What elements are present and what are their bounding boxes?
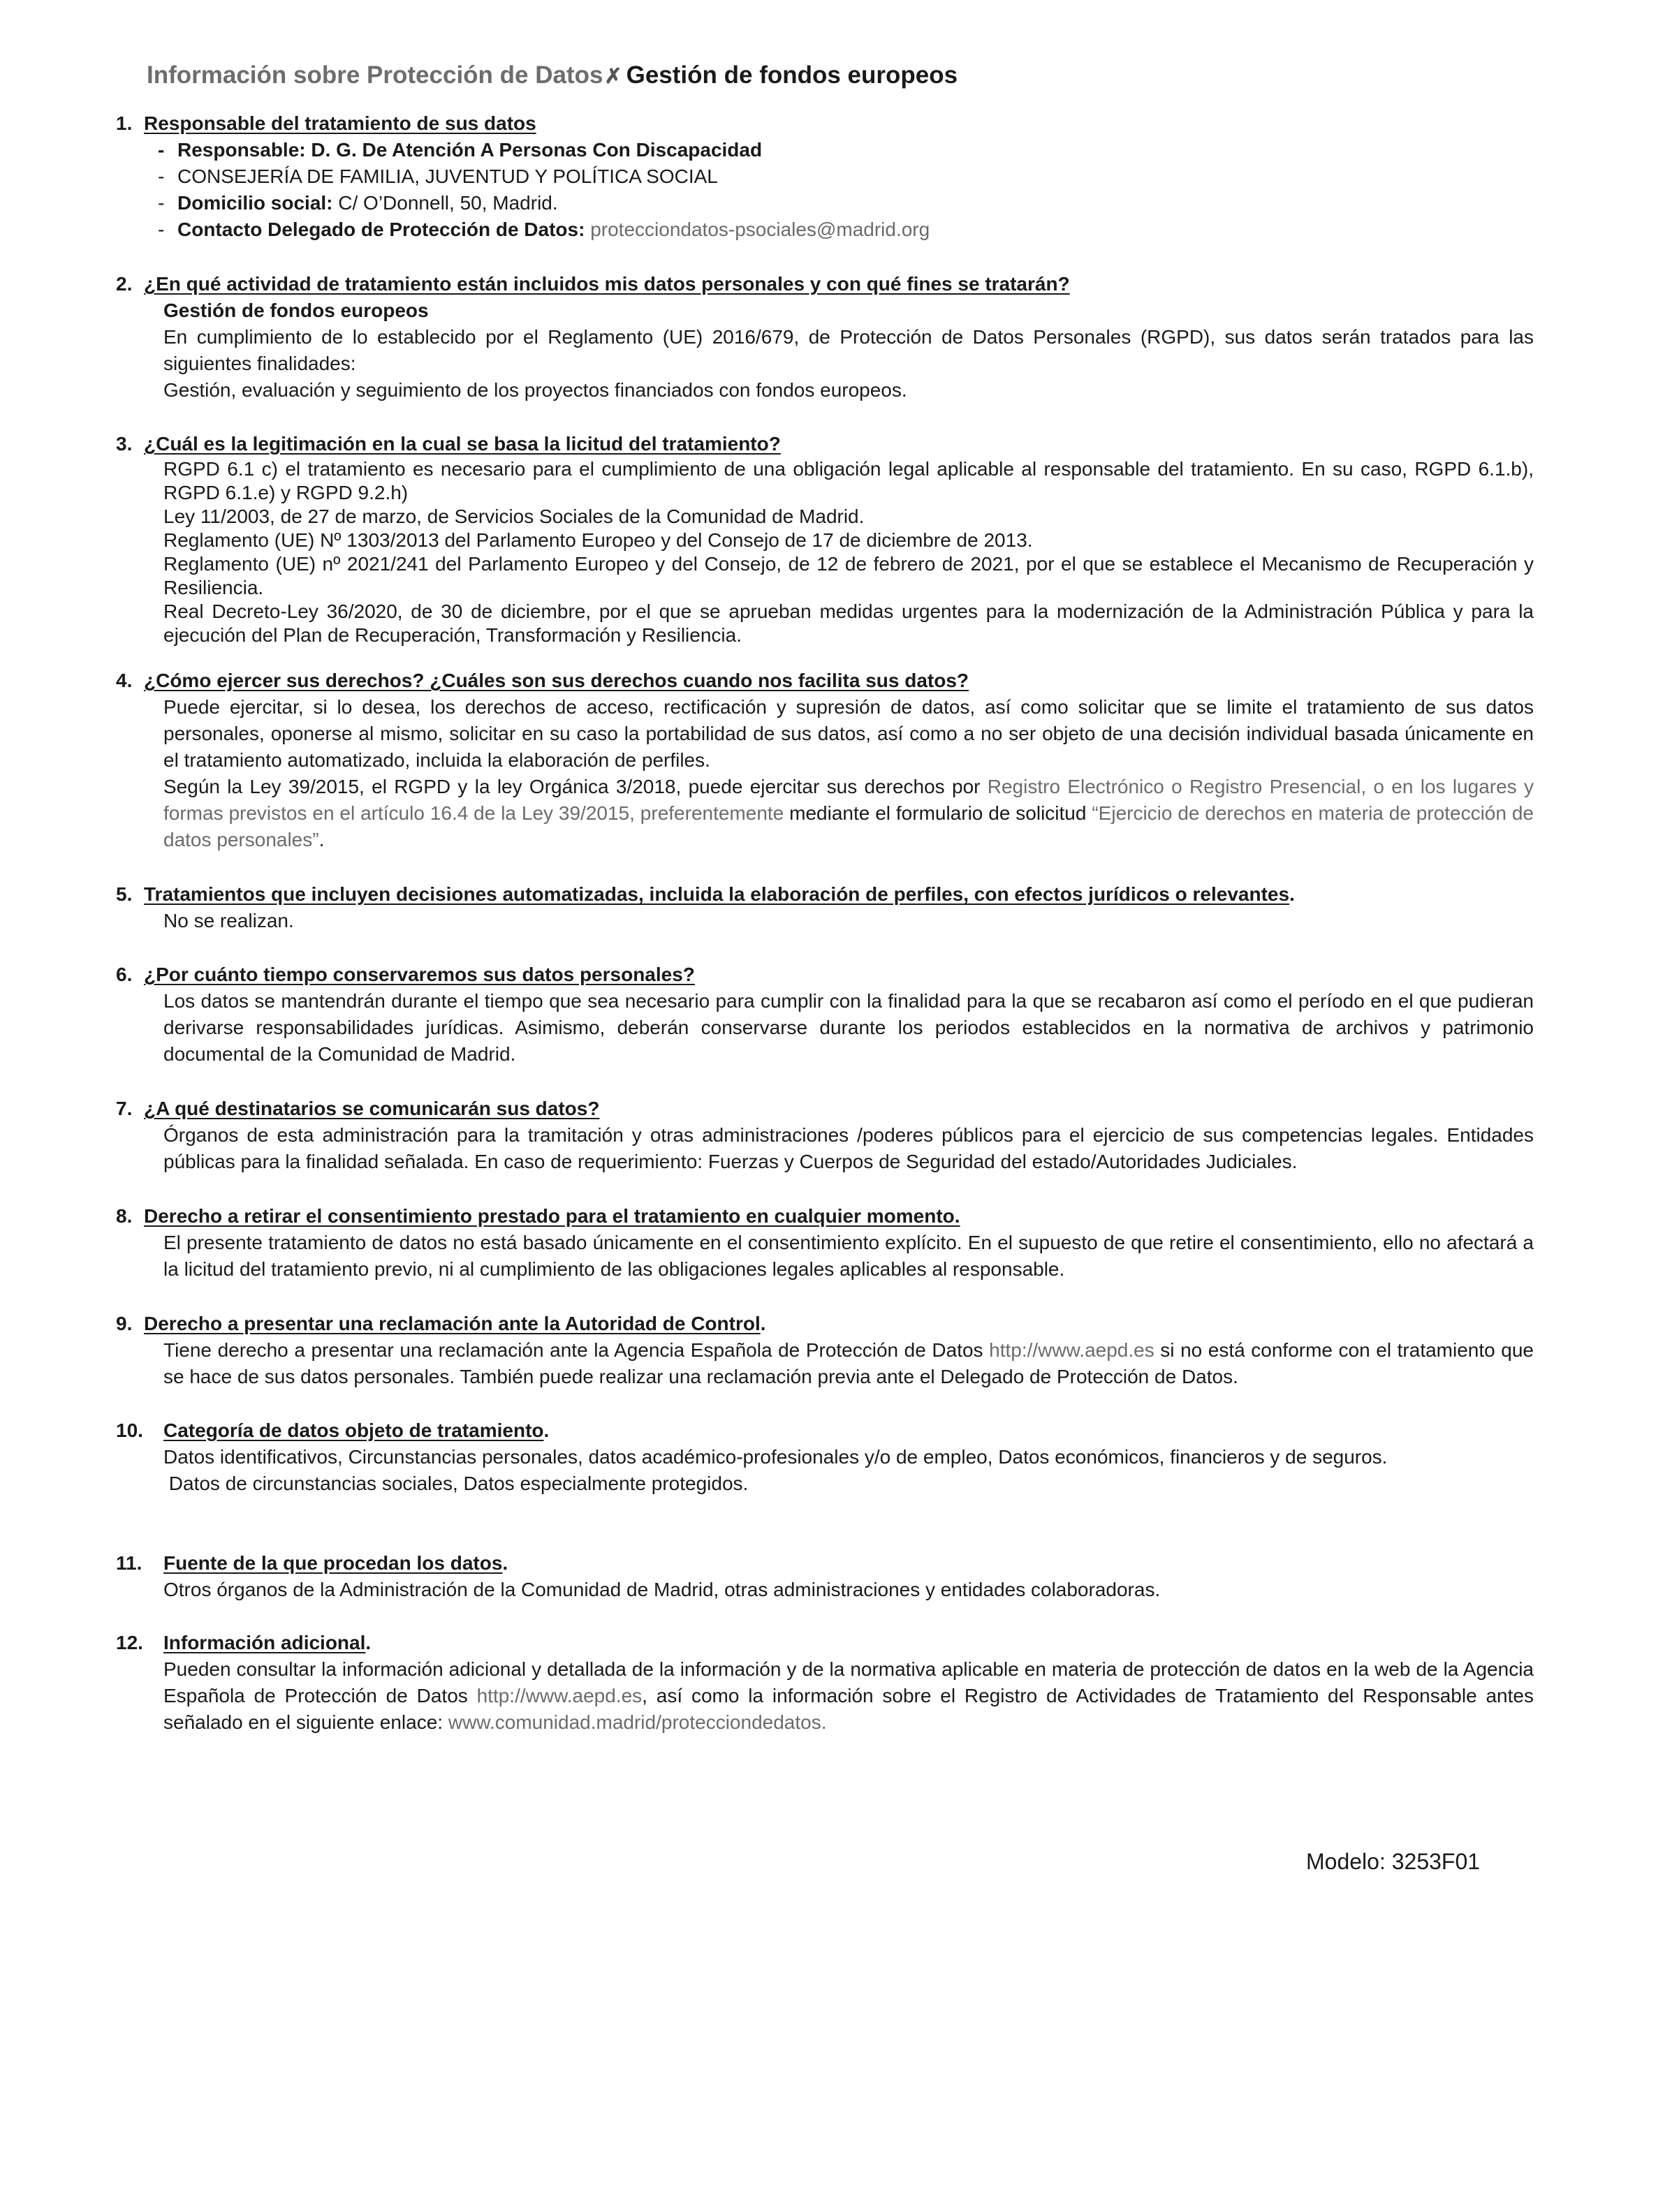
section-6-heading <box>116 961 1534 988</box>
paragraph <box>163 774 1534 853</box>
section-10-heading <box>116 1417 1534 1444</box>
section-7 <box>116 1096 1534 1175</box>
registro-text: Registro Electrónico o Registro Presencial, o en los lugares y formas previstos en el artículo 16.4 de la Ley 39/2015, preferentemente <box>163 776 1534 824</box>
text-run: mediante el formulario de solicitud <box>784 802 1092 824</box>
section-title-end: . <box>365 1632 372 1653</box>
section-body <box>163 1577 1534 1603</box>
section-4 <box>116 668 1534 853</box>
text-run: , así como la información sobre el Registro de Actividades de Tratamiento del Responsable antes señalado en el siguiente enlace: <box>163 1685 1534 1733</box>
section-title: ¿En qué actividad de tratamiento están incluidos mis datos personales y con qué fines se tratarán? <box>144 273 1070 295</box>
text-run: si no está conforme con el tratamiento que se hace de sus datos personales. También puede realizar una reclamación previa ante el Delegado de Protección de Datos. <box>163 1339 1534 1387</box>
section-11-heading <box>116 1550 1534 1577</box>
paragraph: Real Decreto-Ley 36/2020, de 30 de diciembre, por el que se aprueban medidas urgentes para la modernización de la Administración Pública y para la ejecución del Plan de Recuperación, Transformación y Resiliencia. <box>163 600 1534 646</box>
section-3 <box>116 431 1534 647</box>
section-2 <box>116 271 1534 404</box>
section-9-heading <box>116 1311 1534 1337</box>
text-run: Pueden consultar la información adicional y detallada de la información y de la normativa aplicable en materia de protección de datos en la web de la Agencia Española de Protección de Datos <box>163 1658 1534 1706</box>
list-item: - CONSEJERÍA DE FAMILIA, JUVENTUD Y POLÍTICA SOCIAL <box>177 163 1534 190</box>
paragraph: Gestión, evaluación y seguimiento de los proyectos financiados con fondos europeos. <box>163 379 907 401</box>
section-body <box>163 457 1534 647</box>
section-9 <box>116 1311 1534 1390</box>
section-12 <box>116 1630 1534 1736</box>
section-title: Tratamientos que incluyen decisiones automatizadas, incluida la elaboración de perfiles, con efectos jurídicos o relevantes <box>144 883 1290 905</box>
paragraph <box>163 1656 1534 1736</box>
section-body <box>163 694 1534 853</box>
paragraph: En cumplimiento de lo establecido por el Reglamento (UE) 2016/679, de Protección de Datos Personales (RGPD), sus datos serán tratados para las siguientes finalidades: <box>163 326 1534 374</box>
section-10 <box>116 1417 1534 1497</box>
section-7-heading <box>116 1096 1534 1122</box>
responsable-list <box>116 137 1534 243</box>
section-body <box>163 1122 1534 1175</box>
section-title: Categoría de datos objeto de tratamiento <box>163 1420 544 1441</box>
domicilio-label: Domicilio social: <box>177 192 333 214</box>
section-title: ¿Cómo ejercer sus derechos? ¿Cuáles son sus derechos cuando nos facilita sus datos? <box>144 670 969 691</box>
list-item <box>177 190 1534 216</box>
section-number: 10. <box>116 1420 143 1441</box>
aepd-link[interactable]: http://www.aepd.es <box>989 1339 1154 1361</box>
formulario-text: “Ejercicio de derechos en materia de protección de datos personales” <box>163 802 1534 850</box>
paragraph: Reglamento (UE) nº 2021/241 del Parlamento Europeo y del Consejo, de 12 de febrero de 2021, por el que se establece el Mecanismo de Recuperación y Resiliencia. <box>163 553 1534 598</box>
section-6 <box>116 961 1534 1068</box>
paragraph: Datos de circunstancias sociales, Datos especialmente protegidos. <box>163 1473 749 1494</box>
paragraph: Ley 11/2003, de 27 de marzo, de Servicios Sociales de la Comunidad de Madrid. <box>163 506 865 527</box>
section-number: 9. <box>116 1313 133 1334</box>
title-part-1: Información sobre Protección de Datos <box>147 61 603 89</box>
section-subtitle: Gestión de fondos europeos <box>163 300 429 321</box>
title-part-2: Gestión de fondos europeos <box>626 61 958 89</box>
section-number: 5. <box>116 883 133 905</box>
paragraph: Reglamento (UE) Nº 1303/2013 del Parlamento Europeo y del Consejo de 17 de diciembre de 2013. <box>163 529 1033 551</box>
section-body <box>163 1230 1534 1283</box>
section-title: ¿A qué destinatarios se comunicarán sus datos? <box>144 1098 600 1119</box>
section-body <box>163 1337 1534 1390</box>
section-title: Fuente de la que procedan los datos <box>163 1552 503 1574</box>
section-8-heading <box>116 1203 1534 1230</box>
section-title: ¿Cuál es la legitimación en la cual se basa la licitud del tratamiento? <box>144 433 781 455</box>
modelo-label: Modelo: 3253F01 <box>1306 1849 1481 1874</box>
text-run: Tiene derecho a presentar una reclamación ante la Agencia Española de Protección de Datos <box>163 1339 990 1361</box>
paragraph: El presente tratamiento de datos no está basado únicamente en el consentimiento explícito. En el supuesto de que retire el consentimiento, ello no afectará a la licitud del tratamiento previo, ni al cumplimiento de las obligaciones legales aplicables al responsable. <box>163 1232 1534 1280</box>
section-number: 1. <box>116 112 133 134</box>
paragraph: Otros órganos de la Administración de la Comunidad de Madrid, otras administraciones y entidades colaboradoras. <box>163 1579 1161 1600</box>
paragraph: RGPD 6.1 c) el tratamiento es necesario para el cumplimiento de una obligación legal aplicable al responsable del tratamiento. En su caso, RGPD 6.1.b), RGPD 6.1.e) y RGPD 9.2.h) <box>163 458 1534 503</box>
section-title: Información adicional <box>163 1632 366 1653</box>
domicilio-value: C/ O’Donnell, 50, Madrid. <box>332 192 558 214</box>
section-title-end: . <box>760 1313 766 1334</box>
section-number: 4. <box>116 670 133 691</box>
section-title-end: . <box>502 1552 508 1574</box>
page-title <box>147 61 958 89</box>
section-title: Derecho a presentar una reclamación ante la Autoridad de Control <box>144 1313 761 1334</box>
text-run: Según la Ley 39/2015, el RGPD y la ley Orgánica 3/2018, puede ejercitar sus derechos por <box>163 776 988 797</box>
title-separator-glyph: ✗ <box>604 65 622 88</box>
list-item: - Responsable: D. G. De Atención A Personas Con Discapacidad <box>177 137 1534 163</box>
section-1 <box>116 110 1534 243</box>
section-title-end: . <box>1289 883 1295 905</box>
section-number: 7. <box>116 1098 133 1119</box>
aepd-link[interactable]: http://www.aepd.es <box>476 1685 643 1706</box>
section-number: 2. <box>116 273 133 295</box>
paragraph: No se realizan. <box>163 910 294 931</box>
section-5-heading <box>116 881 1534 908</box>
section-title: Derecho a retirar el consentimiento prestado para el tratamiento en cualquier momento. <box>144 1205 960 1227</box>
section-3-heading <box>116 431 1534 457</box>
section-2-heading <box>116 271 1534 297</box>
section-body <box>163 1656 1534 1736</box>
comunidad-madrid-link[interactable]: www.comunidad.madrid/protecciondedatos. <box>448 1711 827 1733</box>
paragraph <box>163 1337 1534 1390</box>
paragraph: Puede ejercitar, si lo desea, los derechos de acceso, rectificación y supresión de datos, así como solicitar que se limite el tratamiento de sus datos personales, oponerse al mismo, solicitar en su caso la portabilidad de sus datos, así como a no ser objeto de una decisión individual basada únicamente en el tratamiento automatizado, incluida la elaboración de perfiles. <box>163 696 1534 771</box>
contacto-label: Contacto Delegado de Protección de Datos: <box>177 219 585 240</box>
section-11 <box>116 1550 1534 1603</box>
section-number: 3. <box>116 433 133 455</box>
section-body <box>163 297 1534 404</box>
section-title-end: . <box>543 1420 550 1441</box>
section-number: 6. <box>116 964 133 985</box>
section-number: 11. <box>116 1552 142 1574</box>
text-run: . <box>318 829 325 850</box>
section-body <box>163 988 1534 1068</box>
contacto-email: protecciondatos-psociales@madrid.org <box>590 219 930 240</box>
section-body <box>163 1444 1534 1497</box>
section-5 <box>116 881 1534 934</box>
section-body <box>163 908 1534 934</box>
paragraph: Los datos se mantendrán durante el tiempo que sea necesario para cumplir con la finalidad para la que se recabaron así como el período en el que pudieran derivarse responsabilidades jurídicas. Asimismo, deberán conservarse durante los periodos establecidos en la normativa de archivos y patrimonio documental de la Comunidad de Madrid. <box>163 990 1534 1065</box>
section-title: Responsable del tratamiento de sus datos <box>144 112 536 134</box>
section-8 <box>116 1203 1534 1283</box>
paragraph: Datos identificativos, Circunstancias personales, datos académico-profesionales y/o de empleo, Datos económicos, financieros y de seguros. <box>163 1446 1388 1468</box>
list-item <box>177 216 1534 243</box>
section-number: 8. <box>116 1205 133 1227</box>
section-1-heading <box>116 110 1534 137</box>
section-number: 12. <box>116 1632 143 1653</box>
section-12-heading <box>116 1630 1534 1656</box>
section-4-heading <box>116 668 1534 694</box>
paragraph: Órganos de esta administración para la tramitación y otras administraciones /poderes públicos para el ejercicio de sus competencias legales. Entidades públicas para la finalidad señalada. En caso de requerimiento: Fuerzas y Cuerpos de Seguridad del estado/Autoridades Judiciales. <box>163 1124 1534 1172</box>
section-title: ¿Por cuánto tiempo conservaremos sus datos personales? <box>144 964 695 985</box>
